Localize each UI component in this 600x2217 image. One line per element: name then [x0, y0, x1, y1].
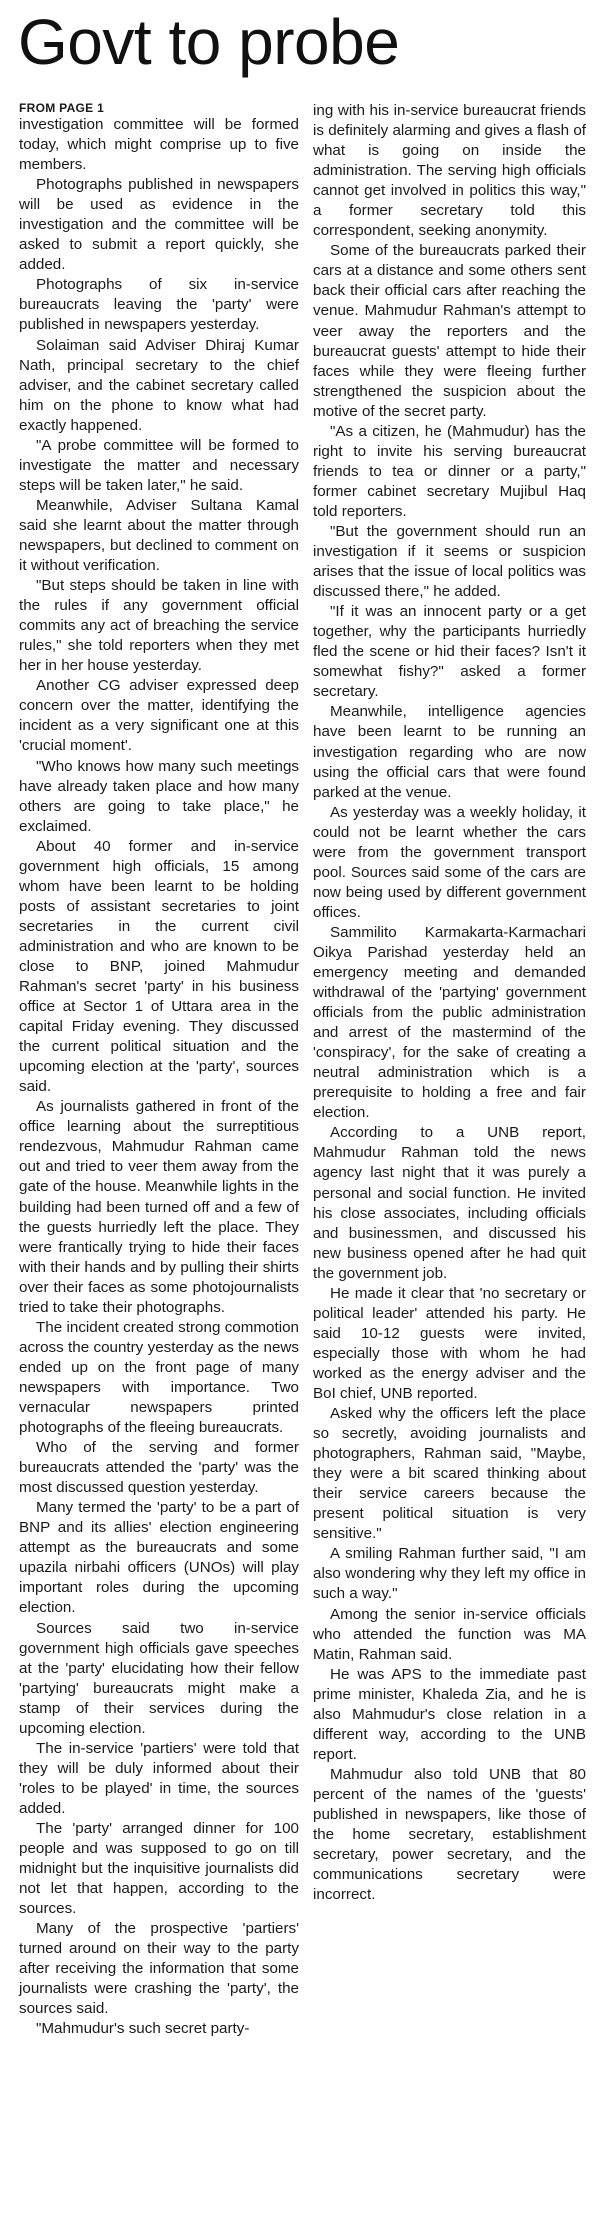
paragraph: "As a citizen, he (Mahmudur) has the right to invite his serving bureaucrat friends to tea or dinner or a party," former cabinet secretary Mujibul Haq told reporters.: [313, 422, 586, 520]
article-column-right: [313, 101, 586, 1905]
paragraph: According to a UNB report, Mahmudur Rahman told the news agency last night that it was purely a personal and social function. He invited his close associates, including officials and businessmen, and discussed his new business opened after he had quit the government job.: [313, 1124, 586, 1282]
jump-label: FROM PAGE 1: [19, 101, 105, 115]
paragraph: "Who knows how many such meetings have already taken place and how many others are going to take place," he exclaimed.: [19, 757, 299, 835]
paragraph: Sources said two in-service government high officials gave speeches at the 'party' elucidating how their fellow 'partying' bureaucrats might make a stamp of their services during the upcoming election.: [19, 1619, 299, 1737]
article-column-left: [19, 101, 299, 2040]
paragraph: "If it was an innocent party or a get together, why the participants hurriedly fled the scene or hid their faces? Isn't it somewhat fishy?" asked a former secretary.: [313, 603, 586, 701]
paragraph: Among the senior in-service officials who attended the function was MA Matin, Rahman said.: [313, 1605, 586, 1663]
paragraph: Solaiman said Adviser Dhiraj Kumar Nath, principal secretary to the chief adviser, and the cabinet secretary called him on the phone to know what had exactly happened.: [19, 336, 299, 434]
paragraph: The 'party' arranged dinner for 100 people and was supposed to go on till midnight but the inquisitive journalists did not let that happen, according to the sources.: [19, 1819, 299, 1918]
paragraph: "A probe committee will be formed to investigate the matter and necessary steps will be taken later," he said.: [19, 436, 299, 494]
paragraph: Sammilito Karmakarta-Karmachari Oikya Parishad yesterday held an emergency meeting and demanded withdrawal of the 'partying' government officials from the public administration and arrest of the mastermind of the 'conspiracy', for the sake of creating a neutral administration which is a prerequisite to holding a free and fair election.: [313, 923, 586, 1122]
paragraph: ing with his in-service bureaucrat friends is definitely alarming and gives a flash of what is going on inside the administration. The serving high officials cannot get involved in politics this way," a former secretary told this correspondent, seeking anonymity.: [313, 102, 586, 240]
paragraph: Many of the prospective 'partiers' turned around on their way to the party after receiving the information that some journalists were crashing the 'party', the sources said.: [19, 1920, 299, 2018]
paragraph: The in-service 'partiers' were told that they will be duly informed about their 'roles to be played' in time, the sources added.: [19, 1739, 299, 1817]
paragraph: As journalists gathered in front of the office learning about the surreptitious rendezvous, Mahmudur Rahman came out and tried to veer them away from the gate of the house. Meanwhile lights in the building had been turned off and a few of the guests hurriedly left the place. They were frantically trying to hide their faces with their hands and by pulling their shirts over their faces as some photojournalists tried to take their photographs.: [19, 1098, 299, 1316]
paragraph: Meanwhile, Adviser Sultana Kamal said she learnt about the matter through newspapers, but declined to comment on it without verification.: [19, 496, 299, 575]
paragraph: Photographs of six in-service bureaucrats leaving the 'party' were published in newspapers yesterday.: [19, 276, 299, 334]
paragraph: Asked why the officers left the place so secretly, avoiding journalists and photographers, Rahman said, "Maybe, they were a bit scared thinking about their service careers because the present political situation is very sensitive.": [313, 1405, 586, 1543]
paragraph: He made it clear that 'no secretary or political leader' attended his party. He said 10-12 guests were invited, especially those with whom he had worked as the energy adviser and the BoI chief, UNB reported.: [313, 1284, 586, 1402]
paragraph: About 40 former and in-service government high officials, 15 among whom have been learnt to be holding posts of assistant secretaries to joint secretaries in the current civil administration and who are known to be close to BNP, joined Mahmudur Rahman's secret 'party' in his business office at Sector 1 of Uttara area in the capital Friday evening. They discussed the current political situation and the upcoming election at the 'party', sources said.: [19, 837, 299, 1096]
paragraph: He was APS to the immediate past prime minister, Khaleda Zia, and he is also Mahmudur's close relation in a different way, according to the UNB report.: [313, 1665, 586, 1763]
paragraph: The incident created strong commotion across the country yesterday as the news ended up on the front page of many newspapers with importance. Two vernacular newspapers printed photographs of the fleeing bureaucrats.: [19, 1318, 299, 1437]
paragraph: A smiling Rahman further said, "I am also wondering why they left my office in such a way.": [313, 1545, 586, 1603]
paragraph: Photographs published in newspapers will be used as evidence in the investigation and the committee will be asked to submit a report quickly, she added.: [19, 176, 299, 274]
headline: Govt to probe: [18, 6, 400, 78]
paragraph: Many termed the 'party' to be a part of BNP and its allies' election engineering attempt as the bureaucrats and some upazila nirbahi officers (UNOs) will play important roles during the upcoming election.: [19, 1499, 299, 1617]
paragraph: "Mahmudur's such secret party-: [36, 2020, 250, 2038]
paragraph: Meanwhile, intelligence agencies have been learnt to be running an investigation regarding who are now using the official cars that were found parked at the venue.: [313, 703, 586, 801]
paragraph: Mahmudur also told UNB that 80 percent of the names of the 'guests' published in newspapers, like those of the home secretary, establishment secretary, power secretary, and the communications secretary were incorrect.: [313, 1765, 586, 1904]
paragraph: Who of the serving and former bureaucrats attended the 'party' was the most discussed question yesterday.: [19, 1439, 299, 1497]
paragraph: Another CG adviser expressed deep concern over the matter, identifying the incident as a very significant one at this 'crucial moment'.: [19, 677, 299, 755]
paragraph: As yesterday was a weekly holiday, it could not be learnt whether the cars were from the government transport pool. Sources said some of the cars are now being used by different government offices.: [313, 803, 586, 921]
paragraph: Some of the bureaucrats parked their cars at a distance and some others sent back their official cars after reaching the venue. Mahmudur Rahman's attempt to veer away the reporters and the bureaucrat guests' attempt to hide their faces while they were fleeing further strengthened the suspicion about the motive of the secret party.: [313, 242, 586, 420]
paragraph: "But the government should run an investigation if it seems or suspicion arises that the issue of local politics was discussed there," he added.: [313, 522, 586, 601]
paragraph: investigation committee will be formed today, which might comprise up to five members.: [19, 116, 299, 174]
paragraph: "But steps should be taken in line with the rules if any government official commits any act of breaching the service rules," she told reporters when they met her in her house yesterday.: [19, 577, 299, 675]
